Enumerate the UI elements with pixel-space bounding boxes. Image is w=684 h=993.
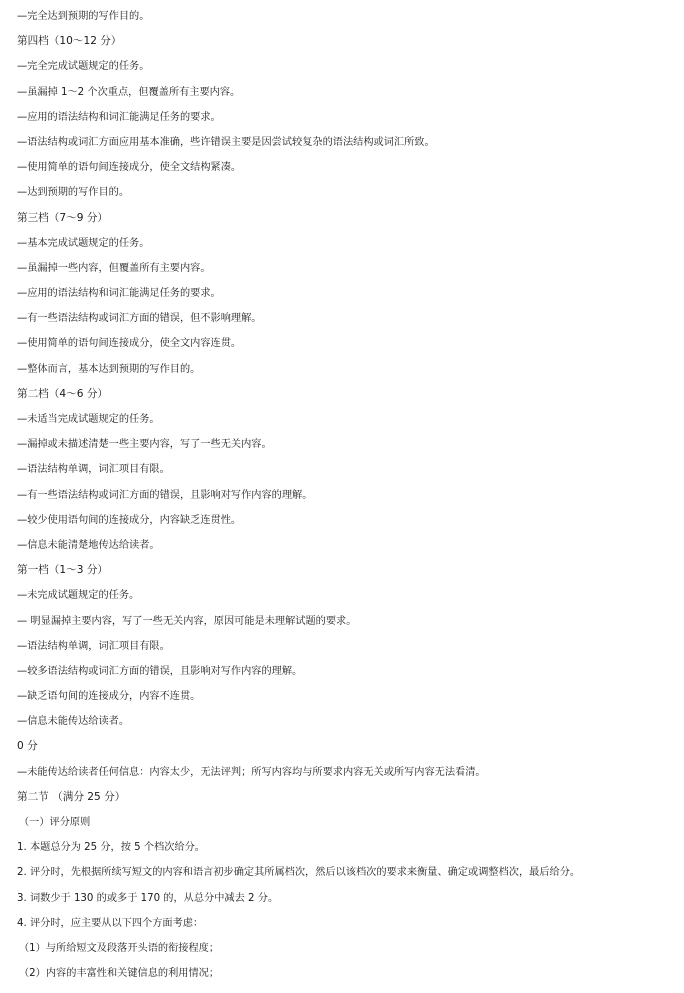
text-line: —使用简单的语句间连接成分，使全文结构紧凑。 <box>17 162 242 174</box>
text-line: —使用简单的语句间连接成分，使全文内容连贯。 <box>17 338 242 350</box>
subsection-heading: （一）评分原则 <box>19 817 91 828</box>
text-line: —较多语法结构或词汇方面的错误，且影响对写作内容的理解。 <box>17 665 303 677</box>
text-line: —整体而言，基本达到预期的写作目的。 <box>17 363 201 375</box>
document-body <box>17 4 678 986</box>
text-line: —基本完成试题规定的任务。 <box>17 237 150 249</box>
text-line: —有一些语法结构或词汇方面的错误，但不影响理解。 <box>17 313 262 325</box>
text-line: —完全完成试题规定的任务。 <box>17 61 150 73</box>
text-line: —语法结构单调，词汇项目有限。 <box>17 640 170 652</box>
text-line: —完全达到预期的写作目的。 <box>17 11 150 22</box>
text-line: —语法结构或词汇方面应用基本准确，些许错误主要是因尝试较复杂的语法结构或词汇所致。 <box>17 136 435 148</box>
text-line: —未能传达给读者任何信息：内容太少，无法评判；所写内容均与所要求内容无关或所写内容无法看清。 <box>17 766 486 778</box>
grade-heading: 第三档（7～9 分） <box>17 211 109 224</box>
text-line: —语法结构单调，词汇项目有限。 <box>17 464 170 476</box>
text-line: —较少使用语句间的连接成分，内容缺乏连贯性。 <box>17 514 242 526</box>
sub-item: （1）与所给短文及段落开头语的衔接程度； <box>19 942 220 954</box>
text-line: —漏掉或未描述清楚一些主要内容，写了一些无关内容。 <box>17 439 272 451</box>
numbered-item: 2. 评分时，先根据所续写短文的内容和语言初步确定其所属档次，然后以该档次的要求来衡量、确定或调整档次，最后给分。 <box>17 867 581 879</box>
grade-heading: 第一档（1～3 分） <box>17 564 109 577</box>
text-line: —虽漏掉一些内容，但覆盖所有主要内容。 <box>17 262 211 274</box>
text-line: —有一些语法结构或词汇方面的错误，且影响对写作内容的理解。 <box>17 489 313 501</box>
text-line: — 明显漏掉主要内容，写了一些无关内容，原因可能是未理解试题的要求。 <box>17 615 357 627</box>
text-line: —达到预期的写作目的。 <box>17 187 130 199</box>
numbered-item: 3. 词数少于 130 的或多于 170 的，从总分中减去 2 分。 <box>17 892 279 904</box>
text-line: —缺乏语句间的连接成分，内容不连贯。 <box>17 691 201 703</box>
sub-item: （2）内容的丰富性和关键信息的利用情况； <box>19 968 220 980</box>
text-line: —未适当完成试题规定的任务。 <box>17 414 160 425</box>
text-line: —应用的语法结构和词汇能满足任务的要求。 <box>17 288 221 300</box>
section-heading: 第二节 （满分 25 分） <box>17 790 126 803</box>
text-line: —未完成试题规定的任务。 <box>17 590 140 602</box>
text-line: —信息未能传达给读者。 <box>17 716 130 728</box>
numbered-item: 4. 评分时，应主要从以下四个方面考虑： <box>17 917 204 929</box>
text-line: —虽漏掉 1～2 个次重点，但覆盖所有主要内容。 <box>17 86 241 98</box>
grade-heading: 0 分 <box>17 740 38 753</box>
text-line: —应用的语法结构和词汇能满足任务的要求。 <box>17 111 221 123</box>
grade-heading: 第四档（10～12 分） <box>17 35 122 48</box>
grade-heading: 第二档（4～6 分） <box>17 387 109 400</box>
text-line: —信息未能清楚地传达给读者。 <box>17 539 160 551</box>
numbered-item: 1. 本题总分为 25 分，按 5 个档次给分。 <box>17 842 205 854</box>
